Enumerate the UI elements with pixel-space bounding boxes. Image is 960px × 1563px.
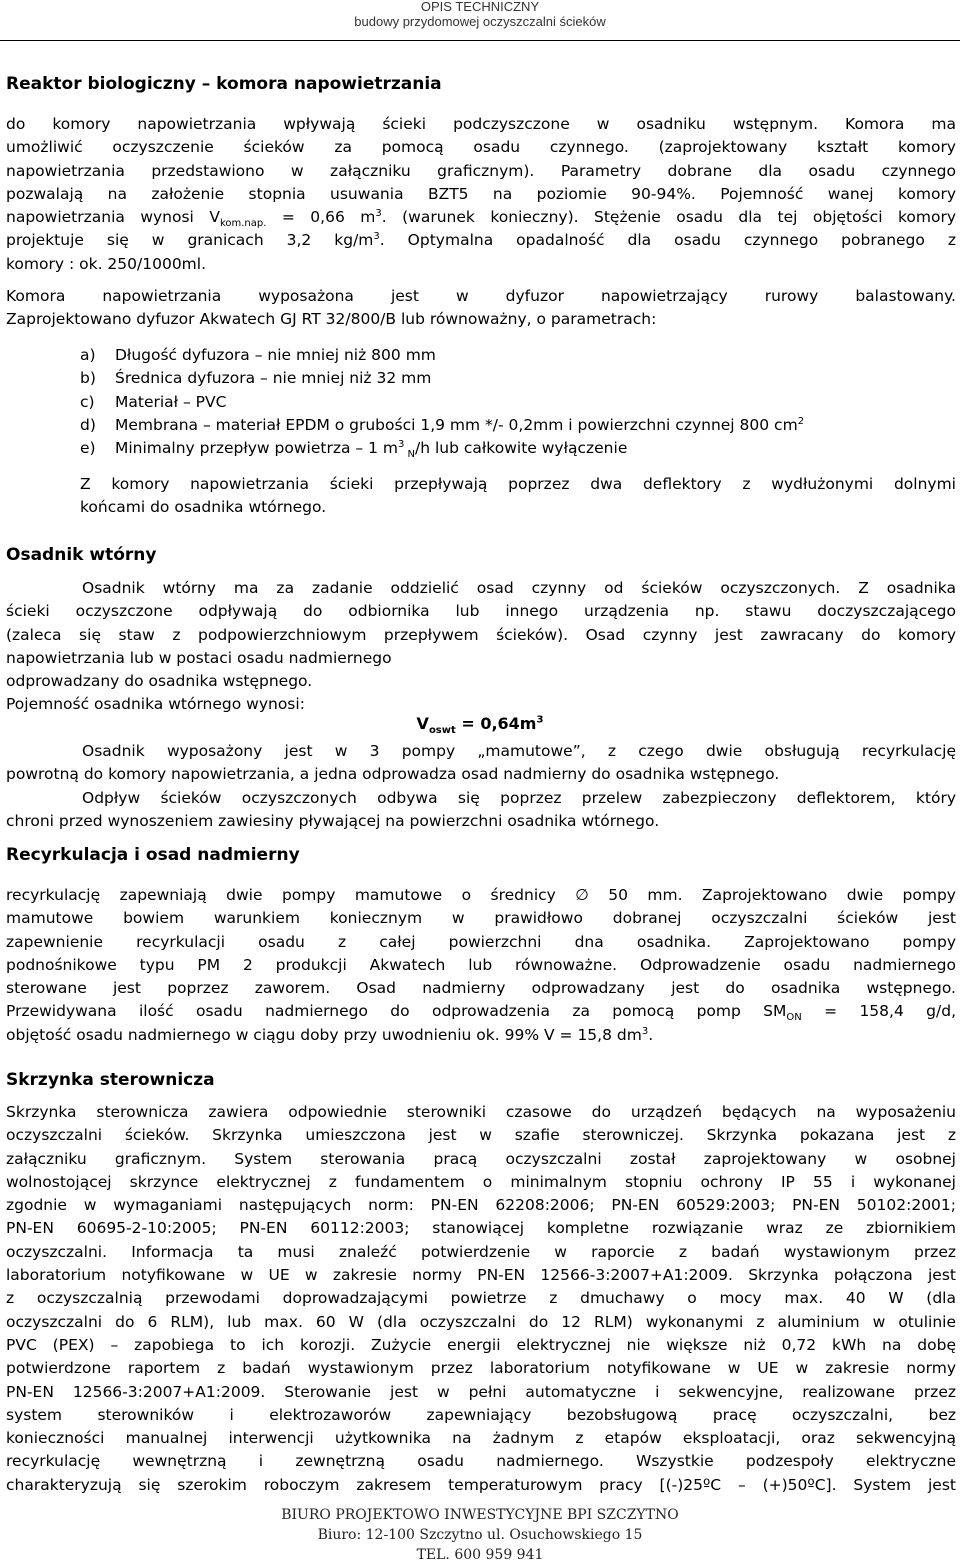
settler-volume-formula: $V_{oswt} = 0,64m^3$ xyxy=(416,714,544,737)
text-line: potwierdzone raportem z badań wystawionym przez laboratorium notyfikowane w UE w zakresie normy xyxy=(6,1359,956,1378)
text-line: chroni przed wynoszeniem zawiesiny pływającej na powierzchni osadnika wtórnego. xyxy=(6,811,660,830)
text-line: odprowadzany do osadnika wstępnego. xyxy=(6,672,313,691)
header-title: OPIS TECHNICZNY xyxy=(420,0,540,14)
text-line: Osadnik wtórny ma za zadanie oddzielić osad czynny od ścieków oczyszczonych. Z osadnika xyxy=(82,579,956,597)
header-subtitle: budowy przydomowej oczyszczalni ścieków xyxy=(354,14,606,29)
text-line: sterowane jest poprzez zaworem. Osad nadmierny odprowadzany jest do osadnika wstępnego. xyxy=(6,979,956,998)
settler-paragraph-2 xyxy=(6,740,956,833)
text-line: komory : ok. 250/1000ml. xyxy=(6,254,207,273)
text-line: mamutowe bowiem warunkiem koniecznym w prawidłowo dobranej oczyszczalni ścieków jest xyxy=(6,909,956,928)
text-line: projektuje się w granicach 3,2 $kg/m^3$. Optymalna opadalność dla osadu czynnego pobranego z xyxy=(6,231,956,250)
reactor-paragraph-1 xyxy=(6,113,956,276)
text-line: laboratorium notyfikowane w UE w zakresie normy PN-EN 12566-3:2007+A1:2009. Skrzynka połączona jest xyxy=(6,1266,956,1285)
text-line: umożliwić oczyszczenie ścieków za pomocą osadu czynnego. (zaprojektowany kształt komory xyxy=(6,138,956,157)
section-title-reactor: Reaktor biologiczny – komora napowietrzania xyxy=(6,74,442,94)
text-line: Odpływ ścieków oczyszczonych odbywa się poprzez przelew zabezpieczony deflektorem, który xyxy=(82,788,956,807)
text-line: napowietrzania wynosi $V_{kom.nap.} = 0,66$ $m^3$. (warunek konieczny). Stężenie osadu dla tej objętości komory xyxy=(6,208,956,230)
text-line: oczyszczalni ścieków. Skrzynka umieszczona jest w szafie sterowniczej. Skrzynka pokazana jest z xyxy=(6,1126,956,1145)
section-title-recirculation: Recyrkulacja i osad nadmierny xyxy=(6,845,300,865)
text-line: do komory napowietrzania wpływają ścieki podczyszczone w osadniku wstępnym. Komora ma xyxy=(6,115,956,133)
text-line: ścieki oczyszczone odpływają do odbiornika lub innego urządzenia np. stawu doczyszczającego xyxy=(6,602,956,621)
text-line: zapewnienie recyrkulacji osadu z całej powierzchni dna osadnika. Zaprojektowano pompy xyxy=(6,932,956,951)
text-line: recyrkulację wewnętrzną i zewnętrzną osadu nadmiernego. Wszystkie podzespoły elektryczne xyxy=(6,1452,956,1471)
text-line: objętość osadu nadmiernego w ciągu doby przy uwodnieniu ok. 99% V = 15,8 $dm^3$. xyxy=(6,1025,654,1044)
footer-phone: TEL. 600 959 941 xyxy=(416,1547,544,1563)
list-item: e) Minimalny przepływ powietrza – 1 $m^3$ $_N$/h lub całkowite wyłączenie xyxy=(80,439,628,461)
text-line: z oczyszczalnią przewodami doprowadzającymi powietrze z dmuchawy o mocy max. 40 W (dla xyxy=(6,1289,956,1308)
text-line: konieczności manualnej interwencji użytkownika na żadnym z etapów eksploatacji, oraz sekwencyjną xyxy=(6,1429,956,1448)
text-line: PN-EN 60695-2-10:2005; PN-EN 60112:2003; stanowiącej kompletne rozwiązanie wraz ze zbiornikiem xyxy=(6,1219,956,1238)
text-line: system sterowników i elektrozaworów zapewniający bezobsługową pracę oczyszczalni, bez xyxy=(6,1405,956,1424)
text-line: napowietrzania przedstawiono w załączniku graficznym). Parametry dobrane dla osadu czynnego xyxy=(6,161,956,180)
reactor-paragraph-2 xyxy=(6,285,956,332)
text-line: charakteryzują się szerokim roboczym zakresem temperaturowym pracy [(-)25ºC – (+)50ºC]. System jest xyxy=(6,1475,956,1494)
text-line: oczyszczalni do 6 RLM), lub max. 60 W (dla oczyszczalni do 12 RLM) wykonanymi z aluminium w otulinie xyxy=(6,1312,956,1331)
text-line: PN-EN 12566-3:2007+A1:2009. Sterowanie jest w pełni automatyczne i sekwencyjne, realizowane przez xyxy=(6,1382,956,1401)
text-line: (zaleca się staw z podpowierzchniowym przepływem ścieków). Osad czynny jest zawracany do komory xyxy=(6,625,956,644)
settler-paragraph-1 xyxy=(6,577,956,717)
text-line: Pojemność osadnika wtórnego wynosi: xyxy=(6,695,305,714)
list-item: b) Średnica dyfuzora – nie mniej niż 32 mm xyxy=(80,369,432,388)
text-line: Przewidywana ilość osadu nadmiernego do odprowadzenia za pomocą pomp $SM_{ON} = 158,4$ g/d, xyxy=(6,1002,956,1024)
text-line: Z komory napowietrzania ścieki przepływają poprzez dwa deflektory z wydłużonymi dolnymi xyxy=(80,475,956,493)
header-divider xyxy=(0,40,960,41)
text-line: napowietrzania lub w postaci osadu nadmiernego xyxy=(6,648,392,667)
text-line: końcami do osadnika wtórnego. xyxy=(80,498,327,517)
section-title-control: Skrzynka sterownicza xyxy=(6,1070,215,1090)
text-line: Zaprojektowano dyfuzor Akwatech GJ RT 32/800/B lub równoważny, o parametrach: xyxy=(6,310,657,329)
footer-address: Biuro: 12-100 Szczytno ul. Osuchowskiego 15 xyxy=(317,1527,643,1543)
text-line: PVC (PEX) – zapobiega to ich korozji. Zużycie energii elektrycznej nie większe niż 0,72 kWh na dobę xyxy=(6,1335,956,1354)
text-line: powrotną do komory napowietrzania, a jedna odprowadza osad nadmierny do osadnika wstępnego. xyxy=(6,765,780,784)
control-paragraph xyxy=(6,1101,956,1497)
recirculation-paragraph xyxy=(6,884,956,1047)
footer-company: BIURO PROJEKTOWO INWESTYCYJNE BPI SZCZYTNO xyxy=(281,1507,679,1523)
text-line: Komora napowietrzania wyposażona jest w dyfuzor napowietrzający rurowy balastowany. xyxy=(6,287,956,305)
text-line: podnośnikowe typu PM 2 produkcji Akwatech lub równoważne. Odprowadzenie osadu nadmiernego xyxy=(6,955,956,974)
text-line: zgodnie w wymaganiami następujących norm: PN-EN 62208:2006; PN-EN 60529:2003; PN-EN 50102:2001; xyxy=(6,1196,956,1215)
text-line: oczyszczalni. Informacja ta musi znaleźć potwierdzenie w raporcie z badań wystawionym przez xyxy=(6,1242,956,1261)
diffuser-parameters-list xyxy=(80,344,960,460)
list-item: a) Długość dyfuzora – nie mniej niż 800 mm xyxy=(80,346,436,364)
text-line: załączniku graficznym. System sterowania pracą oczyszczalni został zaprojektowany w osobnej xyxy=(6,1149,956,1168)
section-title-settler: Osadnik wtórny xyxy=(6,545,157,565)
text-line: wolnostojącej skrzynce elektrycznej z fundamentem o minimalnym stopniu ochrony IP 55 i wykonanej xyxy=(6,1172,956,1191)
text-line: Osadnik wyposażony jest w 3 pompy „mamutowe”, z czego dwie obsługują recyrkulację xyxy=(82,742,956,760)
list-item: c) Materiał – PVC xyxy=(80,392,227,411)
reactor-paragraph-3 xyxy=(80,473,956,520)
text-line: Skrzynka sterownicza zawiera odpowiednie sterowniki czasowe do urządzeń będących na wyposażeniu xyxy=(6,1103,956,1121)
text-line: recyrkulację zapewniają dwie pompy mamutowe o średnicy ∅ 50 mm. Zaprojektowano dwie pompy xyxy=(6,886,956,904)
text-line: pozwalają na założenie stopnia usuwania BZT5 na poziomie 90-94%. Pojemność wanej komory xyxy=(6,184,956,203)
list-item: d) Membrana – materiał EPDM o grubości 1,9 mm */- 0,2mm i powierzchni czynnej 800 $cm^2$ xyxy=(80,415,805,434)
